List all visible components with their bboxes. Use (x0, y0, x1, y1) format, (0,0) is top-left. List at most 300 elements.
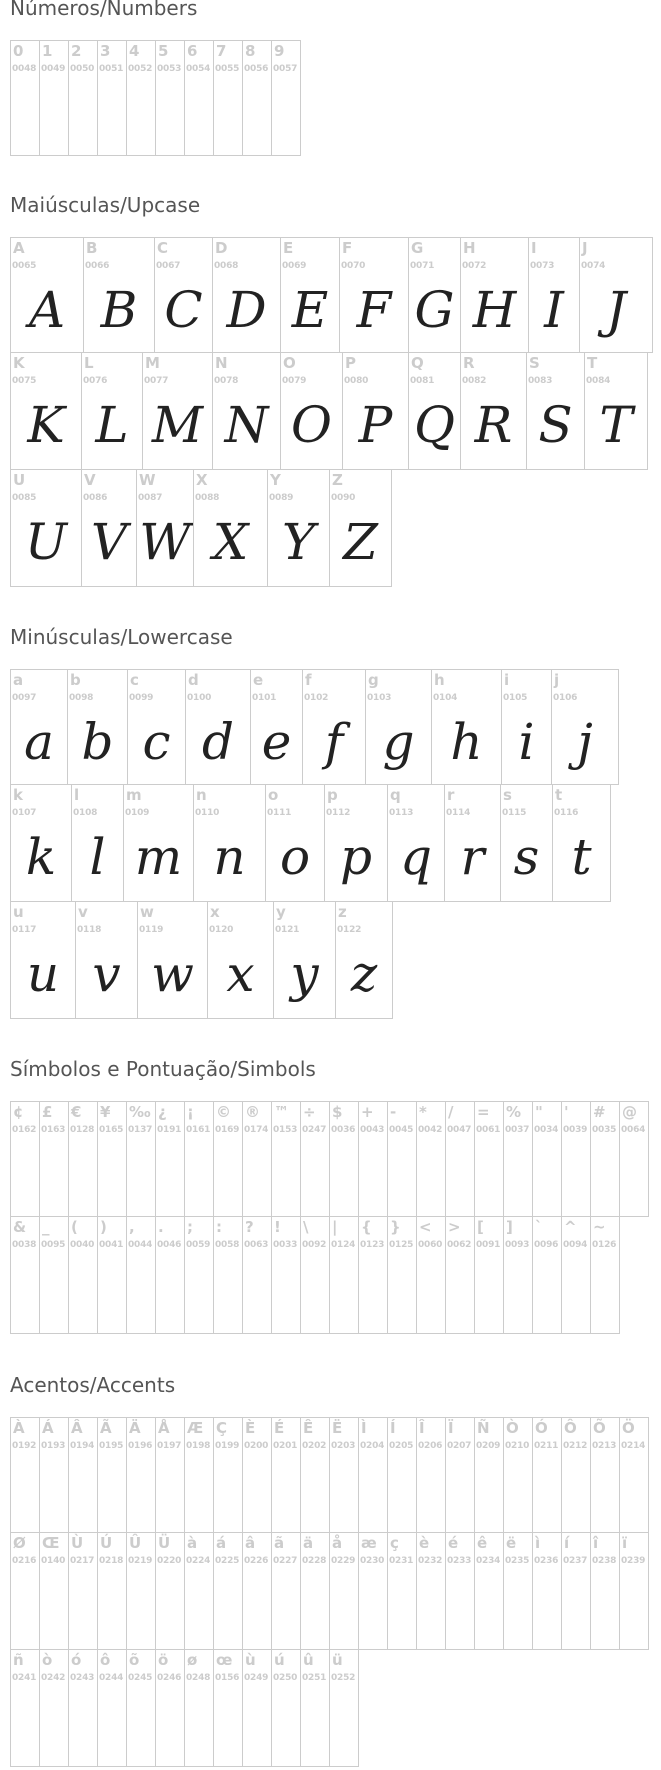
glyph-code-label: 0087 (138, 493, 163, 503)
glyph-code-label: 0191 (157, 1125, 182, 1135)
glyph-char-label: Ó (535, 1419, 548, 1437)
glyph-code-label: 0115 (502, 808, 527, 818)
glyph-code-label: 0239 (621, 1556, 646, 1566)
glyph-code-label: 0052 (128, 64, 153, 74)
glyph-sample: v (92, 945, 121, 1003)
glyph-code-label: 0106 (553, 693, 578, 703)
glyph-cell (72, 785, 124, 902)
glyph-char-label: N (215, 354, 228, 372)
glyph-char-label: Q (411, 354, 424, 372)
section-title-numbers: Números/Numbers (10, 0, 198, 20)
glyph-code-label: 0074 (581, 261, 606, 271)
glyph-code-label: 0069 (282, 261, 307, 271)
glyph-code-label: 0192 (12, 1441, 37, 1451)
glyph-code-label: 0248 (186, 1673, 211, 1683)
glyph-code-label: 0063 (244, 1240, 269, 1250)
glyph-code-label: 0066 (85, 261, 110, 271)
glyph-cell (281, 353, 343, 470)
glyph-code-label: 0153 (273, 1125, 298, 1135)
glyph-sample: X (212, 513, 249, 571)
glyph-code-label: 0214 (621, 1441, 646, 1451)
glyph-row (10, 785, 619, 902)
glyph-char-label: Ö (622, 1419, 635, 1437)
glyph-char-label: G (411, 239, 424, 257)
glyph-cell (11, 1101, 40, 1217)
glyph-code-label: 0120 (209, 925, 234, 935)
glyph-cell (214, 40, 243, 156)
glyph-char-label: ê (477, 1534, 488, 1552)
glyph-sample: Q (414, 396, 455, 454)
glyph-cell (185, 1650, 214, 1767)
glyph-grid-symbols (10, 1101, 649, 1334)
glyph-code-label: 0226 (244, 1556, 269, 1566)
glyph-code-label: 0224 (186, 1556, 211, 1566)
glyph-cell (388, 1217, 417, 1334)
glyph-cell (585, 353, 648, 470)
glyph-char-label: ã (274, 1534, 285, 1552)
glyph-char-label: Ì (361, 1419, 367, 1437)
glyph-char-label: ì (535, 1534, 541, 1552)
glyph-char-label: 2 (71, 42, 82, 60)
glyph-char-label: ‰ (129, 1103, 151, 1121)
glyph-cell (417, 1417, 446, 1533)
glyph-char-label: U (13, 471, 26, 489)
glyph-char-label: ~ (593, 1218, 606, 1236)
glyph-code-label: 0119 (139, 925, 164, 935)
glyph-code-label: 0245 (128, 1673, 153, 1683)
glyph-char-label: & (13, 1218, 27, 1236)
glyph-cell (213, 237, 281, 353)
glyph-char-label: c (130, 671, 139, 689)
glyph-sample: w (151, 945, 194, 1003)
glyph-char-label: < (419, 1218, 432, 1236)
glyph-cell (243, 1101, 272, 1217)
glyph-code-label: 0124 (331, 1240, 356, 1250)
glyph-code-label: 0252 (331, 1673, 356, 1683)
glyph-cell (11, 1650, 40, 1767)
glyph-code-label: 0165 (99, 1125, 124, 1135)
glyph-sample: M (151, 396, 204, 454)
glyph-cell (388, 1533, 417, 1650)
glyph-code-label: 0034 (534, 1125, 559, 1135)
glyph-cell (533, 1417, 562, 1533)
glyph-sample: S (538, 396, 573, 454)
glyph-char-label: i (504, 671, 510, 689)
glyph-code-label: 0081 (410, 376, 435, 386)
glyph-char-label: æ (361, 1534, 377, 1552)
glyph-grid-numbers (10, 40, 301, 156)
glyph-cell (127, 1101, 156, 1217)
glyph-cell (84, 237, 155, 353)
glyph-cell (69, 1101, 98, 1217)
glyph-cell (185, 1533, 214, 1650)
glyph-char-label: ¿ (158, 1103, 167, 1121)
glyph-code-label: 0075 (12, 376, 37, 386)
glyph-row (10, 669, 619, 785)
glyph-code-label: 0067 (156, 261, 181, 271)
glyph-code-label: 0121 (275, 925, 300, 935)
glyph-sample: o (279, 828, 311, 886)
glyph-code-label: 0218 (99, 1556, 124, 1566)
glyph-cell (11, 237, 84, 353)
glyph-cell (330, 1217, 359, 1334)
glyph-cell (251, 669, 303, 785)
glyph-code-label: 0079 (282, 376, 307, 386)
glyph-char-label: # (593, 1103, 606, 1121)
glyph-char-label: m (126, 786, 142, 804)
glyph-char-label: 5 (158, 42, 169, 60)
glyph-cell (501, 785, 553, 902)
glyph-row (10, 237, 653, 353)
glyph-char-label: * (419, 1103, 427, 1121)
glyph-code-label: 0211 (534, 1441, 559, 1451)
glyph-cell (475, 1217, 504, 1334)
glyph-cell (330, 470, 392, 587)
glyph-sample: I (544, 281, 564, 339)
glyph-char-label: _ (42, 1218, 50, 1236)
glyph-sample: Y (281, 513, 316, 571)
glyph-char-label: Û (129, 1534, 142, 1552)
glyph-code-label: 0054 (186, 64, 211, 74)
glyph-char-label: Í (390, 1419, 396, 1437)
glyph-code-label: 0091 (476, 1240, 501, 1250)
glyph-cell (272, 1101, 301, 1217)
glyph-char-label: u (13, 903, 24, 921)
glyph-code-label: 0123 (360, 1240, 385, 1250)
glyph-cell (533, 1533, 562, 1650)
glyph-cell (301, 1217, 330, 1334)
glyph-code-label: 0199 (215, 1441, 240, 1451)
glyph-char-label: H (463, 239, 476, 257)
glyph-code-label: 0086 (83, 493, 108, 503)
glyph-row (10, 470, 653, 587)
glyph-char-label: ñ (13, 1651, 24, 1669)
glyph-char-label: " (535, 1103, 543, 1121)
glyph-char-label: p (327, 786, 338, 804)
glyph-cell (268, 470, 330, 587)
glyph-char-label: K (13, 354, 25, 372)
glyph-char-label: ü (332, 1651, 343, 1669)
glyph-code-label: 0062 (447, 1240, 472, 1250)
glyph-char-label: © (216, 1103, 231, 1121)
glyph-code-label: 0113 (389, 808, 414, 818)
glyph-cell (40, 40, 69, 156)
glyph-char-label: Œ (42, 1534, 60, 1552)
glyph-cell (127, 1217, 156, 1334)
glyph-char-label: Ú (100, 1534, 113, 1552)
glyph-cell (82, 470, 137, 587)
glyph-code-label: 0082 (462, 376, 487, 386)
glyph-code-label: 0107 (12, 808, 37, 818)
glyph-sample: N (224, 396, 269, 454)
glyph-char-label: Ü (158, 1534, 171, 1552)
glyph-code-label: 0233 (447, 1556, 472, 1566)
glyph-code-label: 0251 (302, 1673, 327, 1683)
glyph-code-label: 0051 (99, 64, 124, 74)
glyph-code-label: 0237 (563, 1556, 588, 1566)
section-title-symbols: Símbolos e Pontuação/Simbols (10, 1057, 316, 1081)
glyph-char-label: Ñ (477, 1419, 490, 1437)
glyph-cell (529, 237, 580, 353)
glyph-char-label: ç (390, 1534, 399, 1552)
glyph-cell (417, 1533, 446, 1650)
glyph-cell (69, 1217, 98, 1334)
glyph-char-label: Ï (448, 1419, 454, 1437)
glyph-code-label: 0038 (12, 1240, 37, 1250)
glyph-char-label: é (448, 1534, 459, 1552)
glyph-sample: x (226, 945, 255, 1003)
glyph-code-label: 0043 (360, 1125, 385, 1135)
glyph-char-label: õ (129, 1651, 140, 1669)
glyph-char-label: € (71, 1103, 82, 1121)
glyph-cell (475, 1533, 504, 1650)
glyph-code-label: 0116 (554, 808, 579, 818)
glyph-code-label: 0156 (215, 1673, 240, 1683)
glyph-char-label: ú (274, 1651, 285, 1669)
glyph-cell (155, 237, 213, 353)
glyph-char-label: î (593, 1534, 599, 1552)
glyph-char-label: ( (71, 1218, 78, 1236)
glyph-sample: P (358, 396, 393, 454)
glyph-cell (446, 1217, 475, 1334)
glyph-code-label: 0213 (592, 1441, 617, 1451)
glyph-code-label: 0040 (70, 1240, 95, 1250)
glyph-char-label: Ä (129, 1419, 141, 1437)
glyph-code-label: 0103 (367, 693, 392, 703)
glyph-code-label: 0140 (41, 1556, 66, 1566)
glyph-cell (127, 40, 156, 156)
glyph-cell (194, 785, 266, 902)
glyph-cell (127, 1650, 156, 1767)
glyph-cell (243, 1417, 272, 1533)
glyph-code-label: 0232 (418, 1556, 443, 1566)
glyph-code-label: 0220 (157, 1556, 182, 1566)
glyph-sample: q (399, 828, 433, 886)
glyph-code-label: 0209 (476, 1441, 501, 1451)
glyph-char-label: ¥ (100, 1103, 111, 1121)
glyph-cell (272, 1417, 301, 1533)
glyph-char-label: å (332, 1534, 343, 1552)
glyph-char-label: , (129, 1218, 135, 1236)
glyph-row (10, 1417, 649, 1533)
glyph-cell (98, 1650, 127, 1767)
glyph-cell (156, 1650, 185, 1767)
glyph-cell (272, 1650, 301, 1767)
glyph-char-label: ë (506, 1534, 517, 1552)
glyph-char-label: { (361, 1218, 372, 1236)
glyph-sample: A (28, 281, 66, 339)
glyph-char-label: $ (332, 1103, 343, 1121)
glyph-cell (98, 1217, 127, 1334)
glyph-char-label: Ù (71, 1534, 84, 1552)
glyph-code-label: 0117 (12, 925, 37, 935)
glyph-char-label: b (70, 671, 81, 689)
glyph-grid-accents (10, 1417, 649, 1767)
glyph-row (10, 1533, 649, 1650)
glyph-char-label: v (78, 903, 88, 921)
glyph-sample: G (414, 281, 455, 339)
glyph-sample: s (513, 828, 540, 886)
glyph-cell (330, 1417, 359, 1533)
glyph-code-label: 0246 (157, 1673, 182, 1683)
glyph-cell (214, 1417, 243, 1533)
glyph-char-label: ï (622, 1534, 628, 1552)
glyph-cell (303, 669, 366, 785)
glyph-cell (580, 237, 653, 353)
glyph-char-label: + (361, 1103, 374, 1121)
glyph-char-label: ÷ (303, 1103, 316, 1121)
glyph-cell (69, 1533, 98, 1650)
glyph-grid-lowercase (10, 669, 619, 1019)
glyph-cell (620, 1533, 649, 1650)
glyph-cell (11, 40, 40, 156)
glyph-char-label: A (13, 239, 25, 257)
glyph-cell (11, 1533, 40, 1650)
glyph-sample: r (460, 828, 485, 886)
glyph-code-label: 0065 (12, 261, 37, 271)
glyph-cell (330, 1101, 359, 1217)
glyph-code-label: 0078 (214, 376, 239, 386)
glyph-code-label: 0071 (410, 261, 435, 271)
glyph-code-label: 0122 (337, 925, 362, 935)
glyph-char-label: J (582, 239, 588, 257)
glyph-code-label: 0241 (12, 1673, 37, 1683)
glyph-code-label: 0041 (99, 1240, 124, 1250)
glyph-code-label: 0100 (187, 693, 212, 703)
glyph-char-label: ô (100, 1651, 111, 1669)
glyph-char-label: j (554, 671, 560, 689)
glyph-char-label: I (531, 239, 537, 257)
glyph-char-label: . (158, 1218, 164, 1236)
glyph-cell (40, 1417, 69, 1533)
glyph-char-label: ! (274, 1218, 281, 1236)
glyph-char-label: [ (477, 1218, 484, 1236)
glyph-sample: j (577, 713, 593, 771)
glyph-char-label: Ê (303, 1419, 314, 1437)
glyph-code-label: 0092 (302, 1240, 327, 1250)
glyph-char-label: Õ (593, 1419, 606, 1437)
glyph-char-label: w (140, 903, 154, 921)
glyph-code-label: 0198 (186, 1441, 211, 1451)
glyph-code-label: 0216 (12, 1556, 37, 1566)
glyph-code-label: 0072 (462, 261, 487, 271)
glyph-cell (330, 1533, 359, 1650)
glyph-code-label: 0039 (563, 1125, 588, 1135)
glyph-code-label: 0080 (344, 376, 369, 386)
glyph-sample: z (350, 945, 378, 1003)
glyph-code-label: 0174 (244, 1125, 269, 1135)
glyph-char-label: } (390, 1218, 401, 1236)
glyph-char-label: O (283, 354, 296, 372)
glyph-code-label: 0094 (563, 1240, 588, 1250)
glyph-char-label: a (13, 671, 24, 689)
glyph-cell (461, 353, 527, 470)
glyph-cell (502, 669, 552, 785)
glyph-cell (243, 1650, 272, 1767)
glyph-code-label: 0125 (389, 1240, 414, 1250)
glyph-code-label: 0205 (389, 1441, 414, 1451)
glyph-cell (409, 237, 461, 353)
glyph-char-label: È (245, 1419, 256, 1437)
glyph-cell (562, 1533, 591, 1650)
glyph-cell (208, 902, 274, 1019)
glyph-cell (475, 1417, 504, 1533)
glyph-cell (504, 1217, 533, 1334)
glyph-char-label: S (529, 354, 540, 372)
glyph-char-label: Ò (506, 1419, 519, 1437)
glyph-code-label: 0201 (273, 1441, 298, 1451)
glyph-cell (185, 1417, 214, 1533)
glyph-code-label: 0194 (70, 1441, 95, 1451)
glyph-code-label: 0047 (447, 1125, 472, 1135)
glyph-cell (359, 1417, 388, 1533)
glyph-char-label: z (338, 903, 347, 921)
glyph-code-label: 0242 (41, 1673, 66, 1683)
glyph-row (10, 902, 619, 1019)
glyph-cell (504, 1101, 533, 1217)
glyph-code-label: 0114 (446, 808, 471, 818)
glyph-code-label: 0228 (302, 1556, 327, 1566)
glyph-char-label: ù (245, 1651, 256, 1669)
glyph-code-label: 0195 (99, 1441, 124, 1451)
glyph-code-label: 0163 (41, 1125, 66, 1135)
glyph-char-label: 1 (42, 42, 53, 60)
glyph-cell (11, 669, 68, 785)
glyph-code-label: 0102 (304, 693, 329, 703)
glyph-sample: L (95, 396, 129, 454)
glyph-cell (388, 1417, 417, 1533)
glyph-cell (243, 1533, 272, 1650)
glyph-code-label: 0234 (476, 1556, 501, 1566)
glyph-code-label: 0207 (447, 1441, 472, 1451)
glyph-sample: E (291, 281, 329, 339)
glyph-code-label: 0057 (273, 64, 298, 74)
glyph-char-label: \ (303, 1218, 309, 1236)
glyph-cell (359, 1101, 388, 1217)
glyph-char-label: t (555, 786, 563, 804)
glyph-code-label: 0203 (331, 1441, 356, 1451)
glyph-cell (272, 1217, 301, 1334)
glyph-code-label: 0090 (331, 493, 356, 503)
glyph-code-label: 0037 (505, 1125, 530, 1135)
glyph-char-label: n (196, 786, 207, 804)
glyph-cell (76, 902, 138, 1019)
glyph-code-label: 0206 (418, 1441, 443, 1451)
glyph-code-label: 0073 (530, 261, 555, 271)
glyph-char-label: À (13, 1419, 25, 1437)
glyph-code-label: 0231 (389, 1556, 414, 1566)
glyph-code-label: 0046 (157, 1240, 182, 1250)
glyph-char-label: Ø (13, 1534, 26, 1552)
glyph-code-label: 0060 (418, 1240, 443, 1250)
glyph-code-label: 0044 (128, 1240, 153, 1250)
glyph-code-label: 0217 (70, 1556, 95, 1566)
glyph-code-label: 0055 (215, 64, 240, 74)
glyph-cell (359, 1217, 388, 1334)
glyph-cell (40, 1650, 69, 1767)
glyph-code-label: 0230 (360, 1556, 385, 1566)
glyph-code-label: 0093 (505, 1240, 530, 1250)
glyph-cell (11, 785, 72, 902)
glyph-cell (243, 1217, 272, 1334)
glyph-cell (417, 1217, 446, 1334)
glyph-cell (186, 669, 251, 785)
glyph-sample: B (100, 281, 138, 339)
glyph-code-label: 0059 (186, 1240, 211, 1250)
glyph-cell (143, 353, 213, 470)
glyph-char-label: % (506, 1103, 522, 1121)
glyph-char-label: | (332, 1218, 338, 1236)
